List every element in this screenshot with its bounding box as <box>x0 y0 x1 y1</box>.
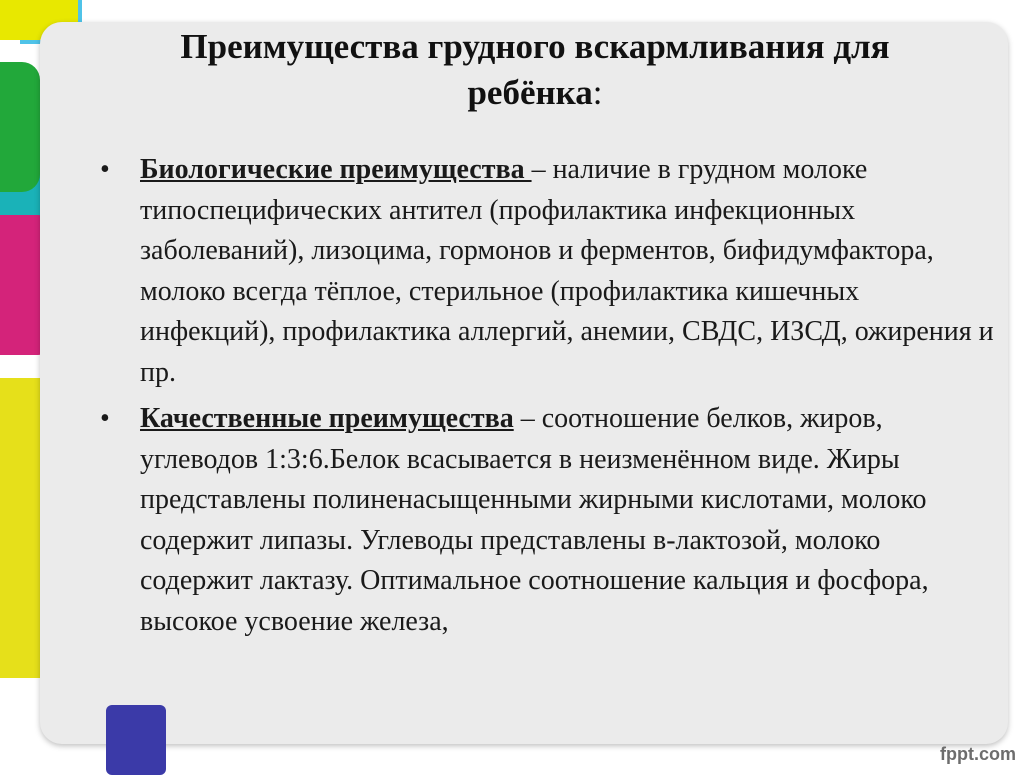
bullet-icon: • <box>100 154 110 185</box>
list-item <box>100 150 1000 393</box>
item-term: Качественные преимущества <box>140 403 514 434</box>
decor-blue-tile <box>106 705 166 775</box>
bullet-icon: • <box>100 403 110 434</box>
title-line-2: ребёнка <box>467 73 593 112</box>
list-item <box>100 399 1000 642</box>
item-text: – наличие в грудном молоке типоспецифических антител (профилактика инфекционных заболеваний), лизоцима, гормонов и ферментов, бифидумфактора, молоко всегда тёплое, стерильное (профилактика кишечных инфекций), профилактика аллергий, анемии, СВДС, ИЗСД, ожирения и пр. <box>140 154 994 388</box>
title-colon: : <box>592 73 603 112</box>
item-text: – соотношение белков, жиров, углеводов 1:3:6.Белок всасывается в неизменённом виде. Жиры представлены полиненасыщенными жирными кислотами, молоко содержит липазы. Углеводы представлены в-лактозой, молоко содержит лактазу. Оптимальное соотношение кальция и фосфора, высокое усвоение железа, <box>140 403 929 637</box>
watermark: fppt.com <box>940 744 1016 764</box>
decor-green-tile <box>0 62 40 192</box>
item-term: Биологические преимущества <box>140 154 532 185</box>
slide-content <box>100 150 1000 648</box>
slide-panel <box>40 22 1008 744</box>
title-line-1: Преимущества грудного вскармливания для <box>180 27 890 66</box>
slide-title <box>100 24 970 116</box>
